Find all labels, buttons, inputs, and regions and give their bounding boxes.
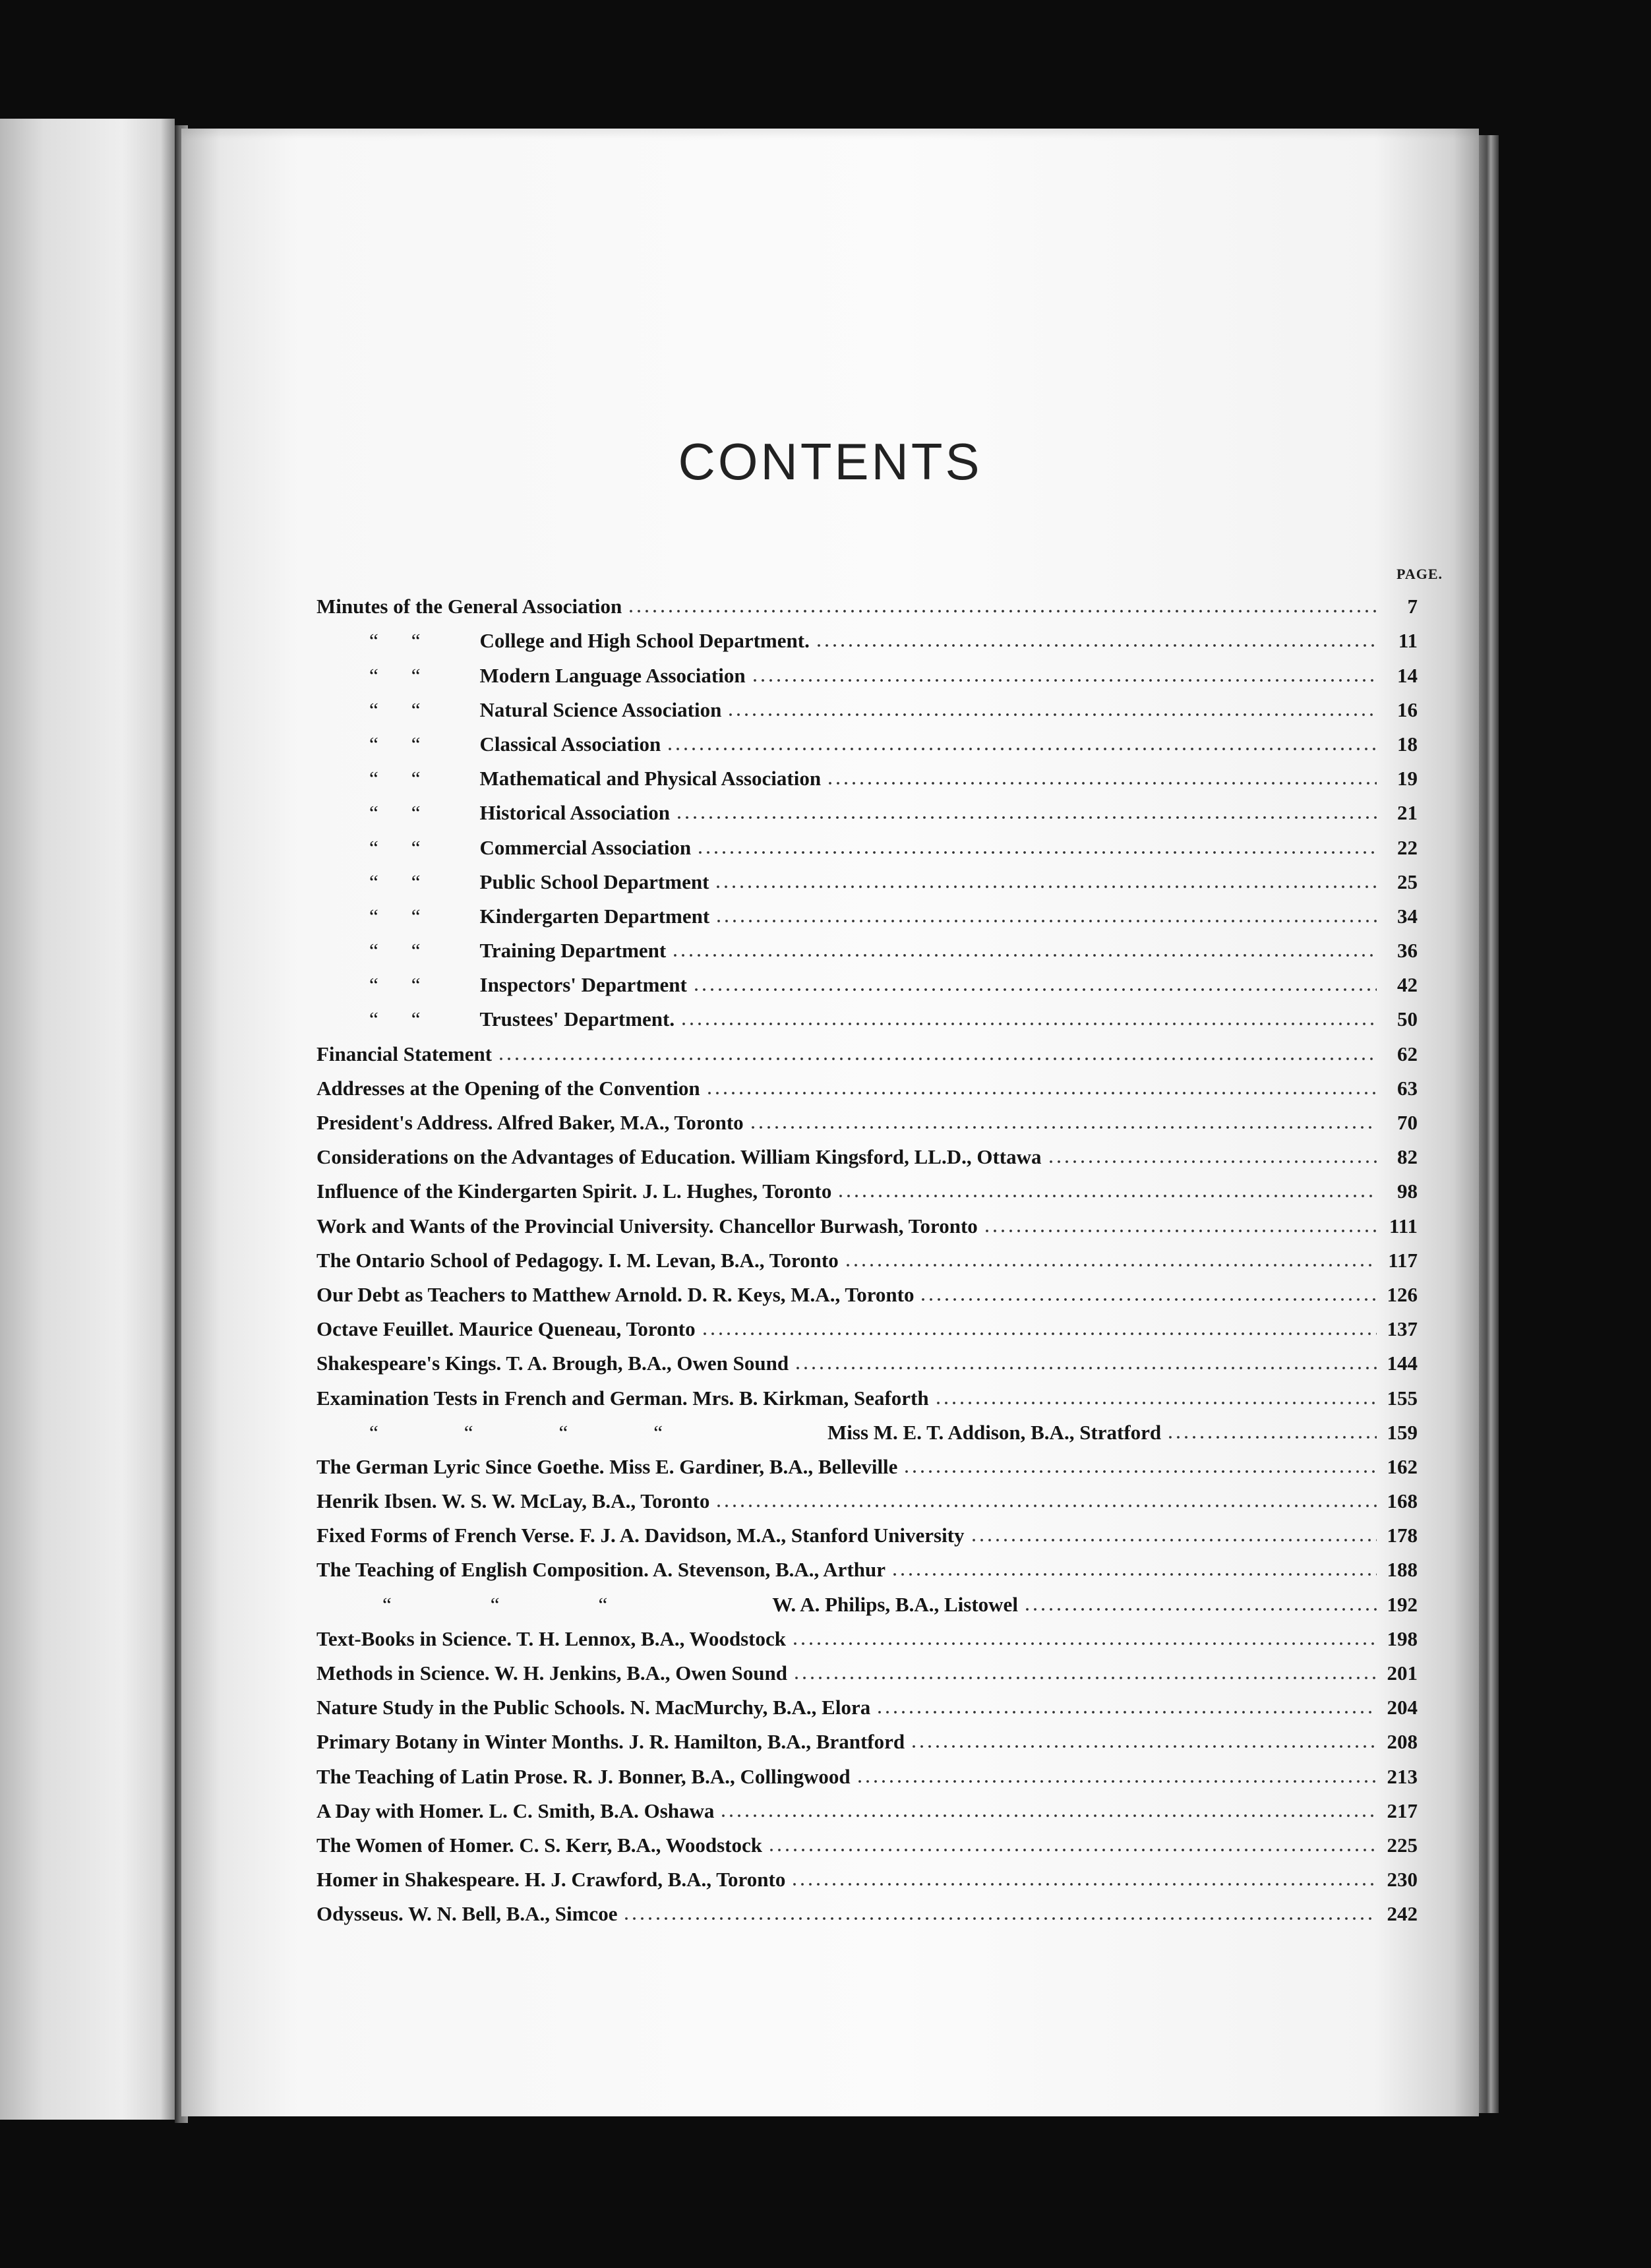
toc-entry <box>316 1615 1418 1649</box>
facing-page <box>0 119 175 2120</box>
toc-entry <box>316 1545 1418 1580</box>
toc-entry-title: ““ Classical Association <box>369 732 661 756</box>
toc-entry-title: ““ Commercial Association <box>369 835 692 859</box>
ditto-marks: ““““ <box>369 1420 749 1444</box>
page-column-header: PAGE. <box>1396 566 1443 582</box>
dot-leader <box>1047 1160 1377 1163</box>
toc-entry-title: ““ Natural Science Association <box>369 698 722 721</box>
dot-leader <box>1166 1436 1377 1439</box>
toc-entry-title: The Teaching of Latin Prose. R. J. Bonner, B.A., Collingwood <box>316 1764 851 1788</box>
page-title: CONTENTS <box>678 433 982 491</box>
dot-leader <box>497 1058 1377 1060</box>
dot-leader <box>715 920 1377 922</box>
toc-entry <box>316 823 1418 857</box>
toc-entry-title: The German Lyric Since Goethe. Miss E. Gardiner, B.A., Belleville <box>316 1454 898 1478</box>
toc-entry <box>316 1752 1418 1786</box>
toc-entry-title: ““ College and High School Department. <box>369 629 810 653</box>
toc-page-number: 22 <box>1397 835 1418 859</box>
toc-entry <box>316 1580 1418 1614</box>
ditto-marks: ““ <box>369 870 454 893</box>
toc-page-number: 230 <box>1387 1868 1418 1892</box>
toc-entry-title: Financial Statement <box>316 1042 493 1065</box>
toc-entry-title: President's Address. Alfred Baker, M.A., Toronto <box>316 1111 744 1134</box>
toc-page-number: 14 <box>1397 663 1418 687</box>
toc-entry-title: ““ Kindergarten Department <box>369 904 710 928</box>
toc-page-number: 217 <box>1387 1799 1418 1822</box>
table-of-contents <box>316 582 1418 1924</box>
toc-entry <box>316 582 1418 616</box>
toc-entry-title: Shakespeare's Kings. T. A. Brough, B.A., Owen Sound <box>316 1352 789 1375</box>
dot-leader <box>903 1470 1377 1473</box>
toc-entry-title: Odysseus. W. N. Bell, B.A., Simcoe <box>316 1902 618 1926</box>
toc-page-number: 63 <box>1397 1076 1418 1100</box>
page-edge <box>1479 135 1499 2113</box>
toc-entry <box>316 1649 1418 1683</box>
toc-page-number: 178 <box>1387 1524 1418 1547</box>
toc-entry-title: Minutes of the General Association <box>316 595 622 618</box>
toc-entry-title: ““ Historical Association <box>369 801 670 825</box>
toc-page-number: 70 <box>1397 1111 1418 1134</box>
toc-entry <box>316 1029 1418 1063</box>
toc-entry <box>316 1339 1418 1373</box>
toc-entry <box>316 686 1418 720</box>
toc-entry <box>316 616 1418 651</box>
toc-entry <box>316 789 1418 823</box>
dot-leader <box>815 644 1377 647</box>
toc-page-number: 19 <box>1397 767 1418 791</box>
dot-leader <box>837 1195 1377 1197</box>
toc-page-number: 111 <box>1389 1214 1418 1238</box>
toc-entry-title: ““ Mathematical and Physical Association <box>369 767 822 791</box>
toc-page-number: 16 <box>1397 698 1418 721</box>
contents-page <box>181 129 1479 2116</box>
toc-entry <box>316 1270 1418 1305</box>
toc-page-number: 242 <box>1387 1902 1418 1926</box>
dot-leader <box>919 1298 1377 1301</box>
toc-entry-title: Influence of the Kindergarten Spirit. J. L. Hughes, Toronto <box>316 1179 832 1203</box>
dot-leader <box>715 1505 1377 1507</box>
toc-entry-title: Octave Feuillet. Maurice Queneau, Toronto <box>316 1317 696 1341</box>
dot-leader <box>791 1642 1377 1645</box>
dot-leader <box>891 1573 1377 1576</box>
dot-leader <box>705 1092 1377 1094</box>
toc-entry <box>316 1133 1418 1167</box>
toc-entry-title: Examination Tests in French and German. Mrs. B. Kirkman, Seaforth <box>316 1386 929 1410</box>
toc-page-number: 208 <box>1387 1730 1418 1754</box>
ditto-marks: “““ <box>382 1592 707 1616</box>
toc-entry <box>316 1787 1418 1821</box>
ditto-marks: ““ <box>369 767 454 791</box>
dot-leader <box>970 1539 1377 1541</box>
toc-entry-title: The Ontario School of Pedagogy. I. M. Levan, B.A., Toronto <box>316 1248 839 1272</box>
toc-entry <box>316 1167 1418 1201</box>
toc-page-number: 144 <box>1387 1352 1418 1375</box>
toc-entry <box>316 1064 1418 1098</box>
toc-page-number: 126 <box>1387 1282 1418 1306</box>
toc-page-number: 21 <box>1397 801 1418 825</box>
toc-page-number: 18 <box>1397 732 1418 756</box>
toc-page-number: 192 <box>1387 1592 1418 1616</box>
toc-entry <box>316 1683 1418 1717</box>
toc-entry-title: Nature Study in the Public Schools. N. MacMurchy, B.A., Elora <box>316 1696 871 1719</box>
toc-page-number: 50 <box>1397 1007 1418 1031</box>
dot-leader <box>910 1745 1377 1748</box>
toc-page-number: 11 <box>1398 629 1418 653</box>
toc-page-number: 117 <box>1388 1248 1418 1272</box>
toc-page-number: 198 <box>1387 1626 1418 1650</box>
toc-page-number: 162 <box>1387 1454 1418 1478</box>
toc-entry <box>316 1717 1418 1752</box>
toc-entry <box>316 892 1418 926</box>
dot-leader <box>791 1883 1377 1886</box>
toc-entry <box>316 1201 1418 1236</box>
toc-page-number: 155 <box>1387 1386 1418 1410</box>
dot-leader <box>793 1677 1377 1679</box>
toc-entry <box>316 1443 1418 1477</box>
toc-entry-title: ““ Modern Language Association <box>369 663 746 687</box>
toc-entry-title: ““ Training Department <box>369 939 667 963</box>
toc-entry <box>316 1373 1418 1408</box>
toc-entry-title: ““““ Miss M. E. T. Addison, B.A., Stratford <box>369 1420 1162 1444</box>
toc-page-number: 62 <box>1397 1042 1418 1065</box>
dot-leader <box>749 1126 1377 1129</box>
ditto-marks: ““ <box>369 939 454 963</box>
toc-entry-title: Addresses at the Opening of the Convention <box>316 1076 700 1100</box>
toc-entry <box>316 995 1418 1029</box>
toc-entry-title: Our Debt as Teachers to Matthew Arnold. D. R. Keys, M.A., Toronto <box>316 1282 915 1306</box>
toc-entry-title: Work and Wants of the Provincial University. Chancellor Burwash, Toronto <box>316 1214 978 1238</box>
toc-entry-title: Methods in Science. W. H. Jenkins, B.A., Owen Sound <box>316 1661 788 1685</box>
toc-entry <box>316 961 1418 995</box>
dot-leader <box>1023 1608 1377 1611</box>
dot-leader <box>701 1332 1377 1335</box>
dot-leader <box>727 713 1377 716</box>
toc-page-number: 225 <box>1387 1833 1418 1857</box>
toc-entry <box>316 1408 1418 1443</box>
toc-page-number: 98 <box>1397 1179 1418 1203</box>
ditto-marks: ““ <box>369 1007 454 1031</box>
toc-page-number: 201 <box>1387 1661 1418 1685</box>
toc-page-number: 82 <box>1397 1145 1418 1169</box>
toc-page-number: 213 <box>1387 1764 1418 1788</box>
toc-entry <box>316 1821 1418 1855</box>
dot-leader <box>844 1264 1377 1267</box>
toc-entry <box>316 651 1418 685</box>
toc-entry-title: A Day with Homer. L. C. Smith, B.A. Oshawa <box>316 1799 715 1822</box>
dot-leader <box>675 816 1377 819</box>
dot-leader <box>983 1230 1377 1232</box>
toc-entry-title: Considerations on the Advantages of Education. William Kingsford, LL.D., Ottawa <box>316 1145 1042 1169</box>
toc-entry-title: Primary Botany in Winter Months. J. R. Hamilton, B.A., Brantford <box>316 1730 905 1754</box>
toc-entry <box>316 754 1418 789</box>
toc-entry <box>316 1477 1418 1511</box>
toc-entry <box>316 720 1418 754</box>
dot-leader <box>680 1023 1377 1025</box>
toc-entry <box>316 858 1418 892</box>
dot-leader <box>826 782 1377 785</box>
toc-page-number: 168 <box>1387 1489 1418 1513</box>
toc-entry-title: ““ Public School Department <box>369 870 709 893</box>
ditto-marks: ““ <box>369 629 454 653</box>
ditto-marks: ““ <box>369 663 454 687</box>
dot-leader <box>934 1402 1377 1404</box>
ditto-marks: ““ <box>369 973 454 997</box>
toc-entry <box>316 1890 1418 1924</box>
dot-leader <box>671 954 1377 957</box>
dot-leader <box>719 1814 1377 1817</box>
toc-entry-title: Henrik Ibsen. W. S. W. McLay, B.A., Toronto <box>316 1489 710 1513</box>
ditto-marks: ““ <box>369 835 454 859</box>
toc-page-number: 36 <box>1397 939 1418 963</box>
toc-page-number: 204 <box>1387 1696 1418 1719</box>
toc-page-number: 34 <box>1397 904 1418 928</box>
dot-leader <box>696 851 1377 854</box>
toc-entry-title: ““ Trustees' Department. <box>369 1007 675 1031</box>
dot-leader <box>666 748 1377 750</box>
ditto-marks: ““ <box>369 904 454 928</box>
toc-entry <box>316 926 1418 961</box>
dot-leader <box>794 1367 1377 1369</box>
toc-entry <box>316 1511 1418 1545</box>
toc-entry-title: ““ Inspectors' Department <box>369 973 687 997</box>
dot-leader <box>767 1849 1377 1851</box>
dot-leader <box>692 988 1377 991</box>
toc-page-number: 188 <box>1387 1558 1418 1582</box>
dot-leader <box>622 1917 1377 1920</box>
toc-entry-title: Fixed Forms of French Verse. F. J. A. Davidson, M.A., Stanford University <box>316 1524 965 1547</box>
ditto-marks: ““ <box>369 698 454 721</box>
toc-page-number: 25 <box>1397 870 1418 893</box>
dot-leader <box>714 885 1377 888</box>
toc-entry-title: The Teaching of English Composition. A. Stevenson, B.A., Arthur <box>316 1558 886 1582</box>
ditto-marks: ““ <box>369 801 454 825</box>
toc-page-number: 159 <box>1387 1420 1418 1444</box>
toc-entry-title: Homer in Shakespeare. H. J. Crawford, B.A., Toronto <box>316 1868 786 1892</box>
toc-entry-title: Text-Books in Science. T. H. Lennox, B.A., Woodstock <box>316 1626 786 1650</box>
toc-entry <box>316 1305 1418 1339</box>
dot-leader <box>751 679 1377 682</box>
toc-page-number: 42 <box>1397 973 1418 997</box>
toc-entry <box>316 1098 1418 1133</box>
toc-entry-title: “““ W. A. Philips, B.A., Listowel <box>382 1592 1018 1616</box>
dot-leader <box>876 1711 1377 1714</box>
toc-page-number: 7 <box>1407 595 1418 618</box>
toc-entry <box>316 1855 1418 1890</box>
ditto-marks: ““ <box>369 732 454 756</box>
dot-leader <box>627 610 1377 612</box>
toc-page-number: 137 <box>1387 1317 1418 1341</box>
toc-entry <box>316 1236 1418 1270</box>
dot-leader <box>856 1780 1377 1783</box>
toc-entry-title: The Women of Homer. C. S. Kerr, B.A., Woodstock <box>316 1833 763 1857</box>
